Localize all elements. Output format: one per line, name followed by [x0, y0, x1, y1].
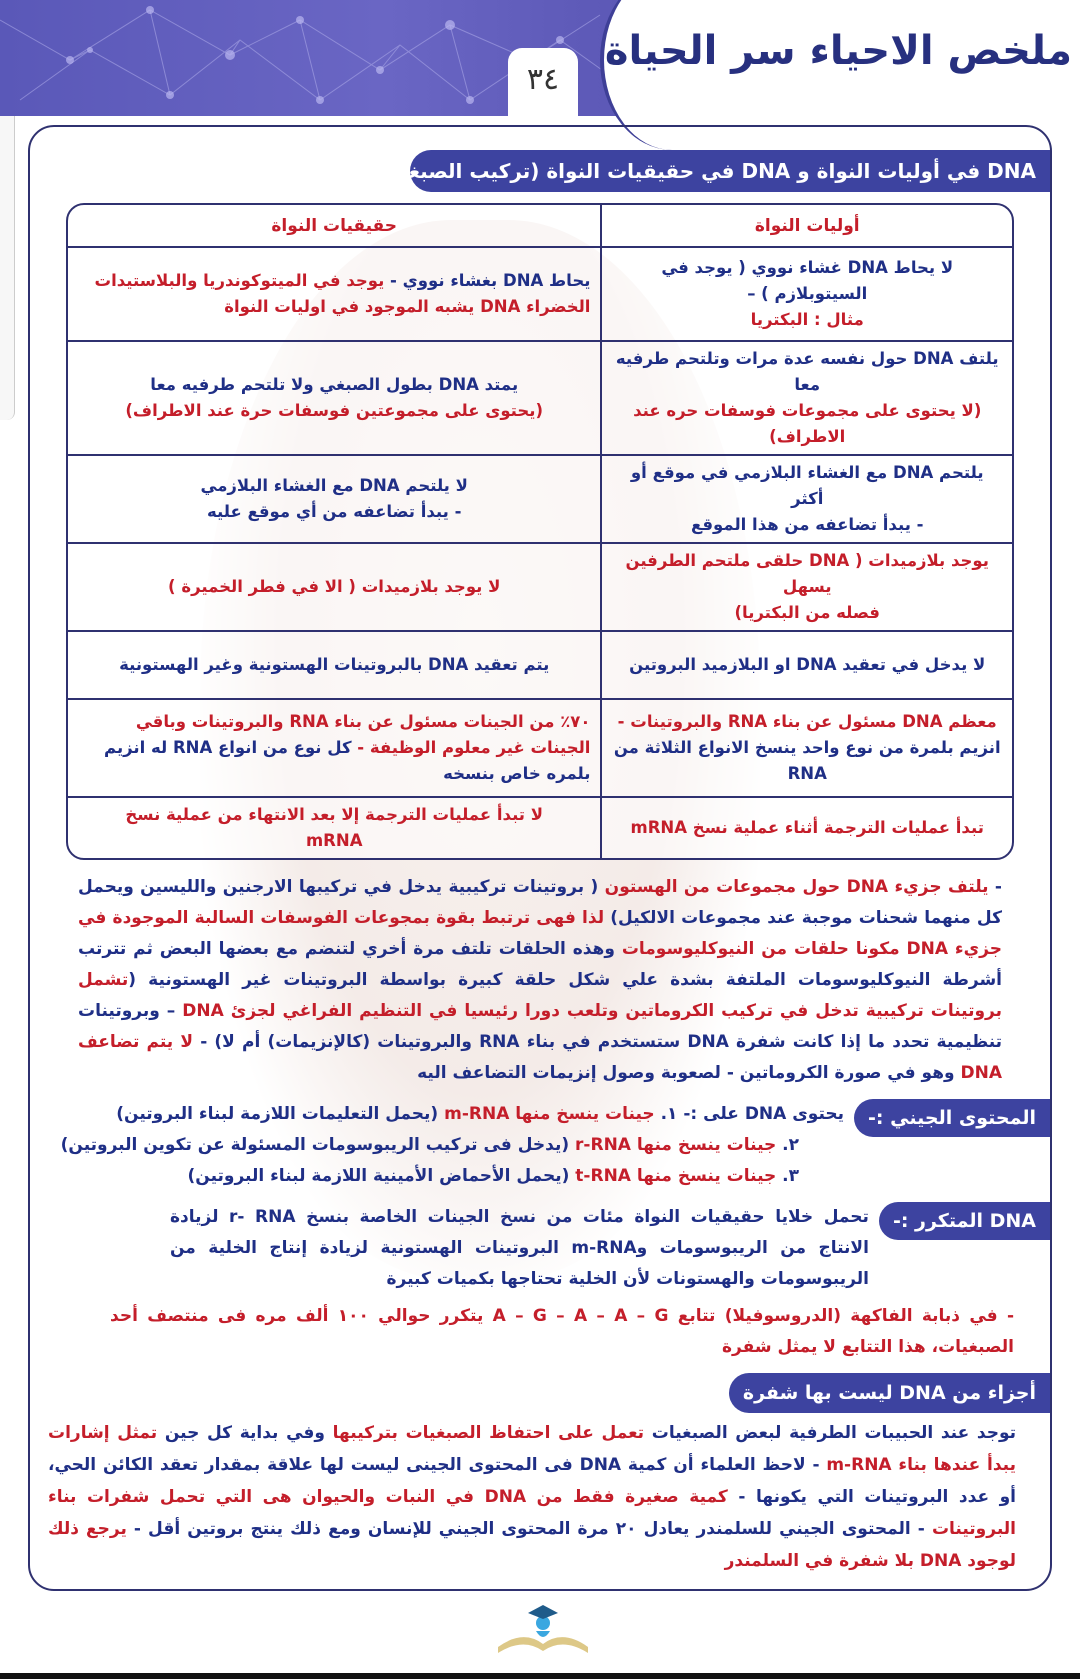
text-run: جينات ينسخ منها r-RNA: [569, 1135, 777, 1155]
repeated-dna-label: DNA المتكرر :-: [879, 1202, 1050, 1240]
text-run: - لاحظ العلماء أن كمية DNA فى المحتوى الجينى ليست لها علاقة بمقدار تعقد الكائن الحي، أو عدد البروتينات التي يكونها -: [48, 1455, 1017, 1507]
text-run: لا يوجد بلازميدات ( الا في فطر الخميرة ): [168, 577, 501, 596]
cell-eukaryotes: [68, 798, 600, 858]
page-content: [30, 150, 1050, 1577]
genetic-content-item: [50, 1130, 844, 1161]
text-run: في أوليات النواة و: [790, 159, 988, 183]
text-run: (يدخل فى تركيب الريبوسومات المسئولة عن تكوين البروتين): [60, 1135, 570, 1155]
text-run: ٢.: [776, 1135, 800, 1155]
text-run: يرجع ذلك لوجود DNA بلا شفرة في السلمندر: [48, 1519, 1016, 1571]
text-run: (يحمل التعليمات اللازمة لبناء البروتين): [116, 1104, 439, 1124]
text-run: معظم DNA مسئول عن بناء RNA والبروتينات -: [617, 712, 997, 731]
genetic-content-section: [30, 1099, 1050, 1192]
column-header-eukaryotes: حقيقيات النواة: [68, 205, 600, 248]
page-number: ٣٤: [508, 48, 578, 116]
cell-eukaryotes: [68, 342, 600, 456]
text-run: تبدأ عمليات الترجمة أثناء عملية نسخ mRNA: [630, 818, 984, 837]
text-run: يوجد في الميتوكوندريا والبلاستيدات الخضراء DNA يشبه الموجود في اوليات النواة: [94, 271, 591, 316]
text-run: (يحمل الأحماض الأمينية اللازمة لبناء البروتين): [187, 1166, 570, 1186]
text-run: ٧٠٪ من الجينات مسئول عن بناء RNA والبروتينات وباقي الجينات غير معلوم الوظيفة -: [135, 712, 591, 757]
table-header-row: [68, 205, 1012, 248]
repeated-dna-section: [30, 1202, 1050, 1295]
table-row: [68, 700, 1012, 798]
text-run: لا تبدأ عمليات الترجمة إلا بعد الانتهاء من عملية نسخ mRNA: [125, 805, 544, 850]
cell-prokaryotes: [600, 342, 1012, 456]
text-run: لا يحاط DNA غشاء نووي ( يوجد في السيتوبلازم ) –: [661, 258, 954, 303]
text-run: يوجد بلازميدات ( DNA حلقى ملتحم الطرفين يسهل فصله من البكتريا): [625, 551, 989, 622]
table-row: [68, 544, 1012, 632]
genetic-content-item: [50, 1099, 844, 1130]
histone-paragraph: [78, 872, 1002, 1089]
text-run: كمية صغيرة فقط من DNA في النبات والحيوان هى التي تحمل شفرات بناء البروتينات: [48, 1487, 1016, 1539]
text-run: ( بروتينات تركيبية يدخل في تركيبها الارجنين والليسين ويحمل كل منهما شحنات موجبة عند مجموعات الالكيل): [78, 877, 1002, 928]
page-header: [0, 0, 1080, 116]
text-run: تعمل على احتفاظ الصبغيات بتركيبها: [325, 1423, 645, 1443]
cell-prokaryotes: [600, 456, 1012, 544]
text-run: تشمل بروتينات تركيبية تدخل في تركيب الكروماتين وتلعب دورا رئيسيا في التنظيم الفراغي لجزئ DNA: [78, 970, 1002, 1021]
text-run: يلتف جزيء DNA حول مجموعات من الهستون: [598, 877, 989, 897]
non-coding-dna-title: أجزاء من DNA ليست بها شفرة: [729, 1373, 1050, 1413]
table-row: [68, 632, 1012, 700]
text-run: ٣.: [776, 1166, 800, 1186]
text-run: انزيم بلمرة من نوع واحد ينسخ الانواع الثلاثة من RNA: [613, 738, 1001, 783]
text-run: يلتحم DNA مع الغشاء البلازمي في موقع أو أكثر - يبدأ تضاعفه من هذا الموقع: [630, 463, 984, 534]
nezakr-logo: [488, 1599, 598, 1669]
fruit-fly-note: [110, 1301, 1014, 1363]
text-run: وهذه الحلقات تلتف مرة أخري لتنضم مع بعضها البعض ثم تترتب أشرطة النيوكليوسومات الملتفة بشدة علي شكل حلقة كبيرة بواسطة البروتينات غير الهستونية (: [78, 939, 1002, 990]
text-run: يمتد DNA بطول الصبغي ولا تلتحم طرفيه معا: [150, 375, 519, 394]
cell-prokaryotes: [600, 700, 1012, 798]
cell-eukaryotes: [68, 248, 600, 342]
column-header-prokaryotes: أوليات النواة: [600, 205, 1012, 248]
text-run: لا يدخل في تعقيد DNA او البلازميد البروتين: [629, 655, 986, 674]
cell-eukaryotes: [68, 544, 600, 632]
text-run: تمثل إشارات يبدأ عندها بناء m-RNA: [48, 1423, 1016, 1475]
section-title-dna-structure: [363, 150, 1050, 192]
table-row: [68, 342, 1012, 456]
cell-eukaryotes: [68, 632, 600, 700]
genetic-content-label: المحتوى الجيني :-: [854, 1099, 1050, 1137]
text-run: – وبروتينات تنظيمية تحدد ما إذا كانت شفرة DNA ستستخدم في بناء RNA والبروتينات (كالإنزيمات) أم لا) -: [78, 1001, 1003, 1052]
text-run: -: [988, 877, 1002, 897]
text-run: يلتف DNA حول نفسه عدة مرات وتلتحم طرفيه معا: [615, 349, 999, 394]
cell-prokaryotes: [600, 248, 1012, 342]
non-coding-dna-text: [48, 1417, 1016, 1577]
text-run: في حقيقيات النواة (تركيب الصبغيات): [363, 159, 742, 183]
text-run: جينات ينسخ منها m-RNA: [438, 1104, 655, 1124]
text-run: مثال : البكتريا: [750, 310, 864, 329]
text-run: وفي بداية كل جين: [157, 1423, 325, 1443]
table-row: [68, 456, 1012, 544]
text-run: (لا يحتوى على مجموعات فوسفات حره عند الاطراف): [633, 401, 982, 446]
text-run: تحمل خلايا حقيقيات النواة مئات من نسخ الجينات الخاصة بنسخ r- RNA لزيادة الانتاج من الريبوسومات وm-RNA البروتينات الهستونية لزيادة إنتاج الخلية من الريبوسومات والهستونات لأن الخلية تحتاجها بكميات كبيرة: [170, 1207, 869, 1289]
cell-prokaryotes: [600, 798, 1012, 858]
text-run: لذا فهى ترتبط بقوة بمجوعات الفوسفات السالبة الموجودة في جزيء DNA مكونا حلقات من النيوكليوسومات: [78, 908, 1002, 959]
text-run: توجد عند الحبيبات الطرفية لبعض الصبغيات: [644, 1423, 1017, 1443]
text-run: يحتوى DNA على :- ١.: [654, 1104, 845, 1124]
text-run: (يحتوى على مجموعتين فوسفات حرة عند الاطراف): [125, 401, 544, 420]
book-graduate-icon: [488, 1599, 598, 1659]
text-run: لا يتم تضاعف DNA: [78, 1032, 1002, 1083]
text-run: - في ذبابة الفاكهة (الدروسوفيلا) تتابع A – G – A – A – G يتكرر حوالي ١٠٠ ألف مره فى منتصف أحد الصبغيات، هذا التتابع لا يمثل شفرة: [110, 1306, 1015, 1357]
page-title: ملخص الاحياء سر الحياة: [604, 28, 1072, 74]
cell-eukaryotes: [68, 456, 600, 544]
text-run: لا يلتحم DNA مع الغشاء البلازمي - يبدأ تضاعفه من أي موقع عليه: [200, 476, 468, 521]
cell-prokaryotes: [600, 632, 1012, 700]
table-row: [68, 248, 1012, 342]
genetic-content-item: [50, 1161, 844, 1192]
text-run: يتم تعقيد DNA بالبروتينات الهستونية وغير الهستونية: [119, 655, 550, 674]
text-run: جينات ينسخ منها t-RNA: [569, 1166, 777, 1186]
cell-prokaryotes: [600, 544, 1012, 632]
text-run: يحاط DNA بغشاء نووي -: [384, 271, 591, 290]
text-run: DNA: [987, 159, 1036, 183]
text-run: DNA: [741, 159, 791, 183]
comparison-table: [66, 203, 1014, 860]
genetic-content-list: [30, 1099, 854, 1192]
text-run: - المحتوى الجيني للسلمندر يعادل ٢٠ مرة المحتوى الجيني للإنسان ومع ذلك ينتج بروتين أقل -: [126, 1519, 925, 1539]
text-run: كل نوع من انواع RNA له انزيم بلمره خاص بنسخه: [104, 738, 591, 783]
table-row: [68, 798, 1012, 858]
repeated-dna-text: [30, 1202, 879, 1295]
cell-eukaryotes: [68, 700, 600, 798]
text-run: وهو في صورة الكروماتين - لصعوبة وصول إنزيمات التضاعف اليه: [417, 1063, 955, 1083]
bottom-bar: [0, 1673, 1080, 1679]
